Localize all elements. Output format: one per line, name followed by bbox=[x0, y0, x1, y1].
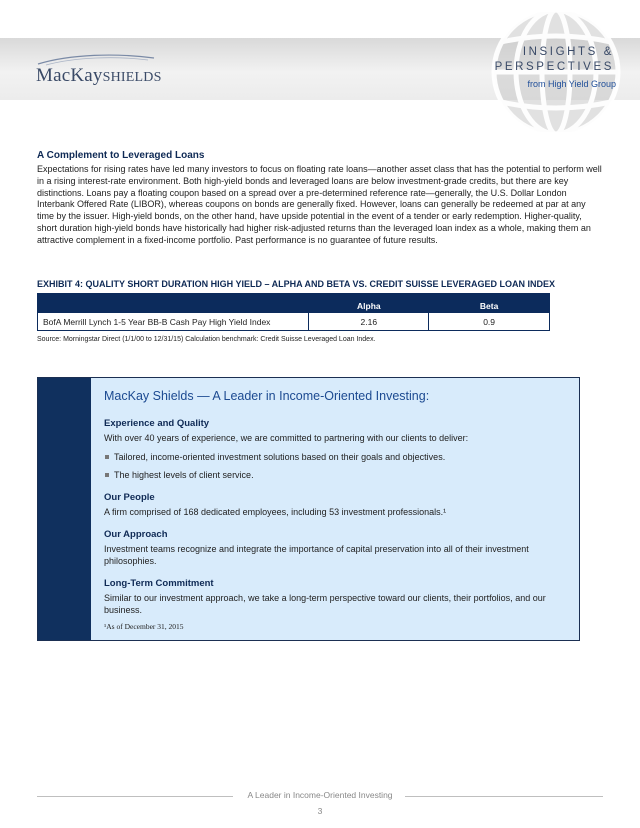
exhibit-source: Source: Morningstar Direct (1/1/00 to 12/31/15) Calculation benchmark: Credit Suisse Leveraged Loan Index. bbox=[37, 336, 376, 343]
callout-footnote: ¹As of December 31, 2015 bbox=[104, 622, 184, 631]
longterm-block bbox=[104, 578, 570, 616]
callout-content bbox=[104, 389, 570, 631]
people-heading: Our People bbox=[104, 492, 155, 503]
experience-block bbox=[104, 418, 570, 481]
section-title: A Complement to Leveraged Loans bbox=[37, 150, 205, 161]
footer-text: A Leader in Income-Oriented Investing bbox=[247, 790, 393, 800]
exhibit-title: EXHIBIT 4: QUALITY SHORT DURATION HIGH YIELD – ALPHA AND BETA VS. CREDIT SUISSE LEVERAGED LOAN INDEX bbox=[37, 279, 556, 289]
insights-line-2: PERSPECTIVES bbox=[494, 61, 614, 73]
column-header-beta: Beta bbox=[429, 294, 550, 313]
people-text: A firm comprised of 168 dedicated employees, including 53 investment professionals.¹ bbox=[104, 507, 447, 517]
page-number: 3 bbox=[317, 806, 323, 816]
experience-text: With over 40 years of experience, we are committed to partnering with our clients to deliver: bbox=[104, 433, 469, 443]
callout-box bbox=[37, 377, 580, 641]
table-header-row bbox=[38, 294, 550, 313]
approach-block bbox=[104, 529, 570, 567]
bullet-text: The highest levels of client service. bbox=[114, 470, 254, 480]
callout-title: MacKay Shields — A Leader in Income-Oriented Investing: bbox=[104, 389, 430, 403]
bullet-square-icon bbox=[105, 455, 109, 459]
callout-accent-bar bbox=[38, 378, 91, 640]
longterm-text: Similar to our investment approach, we take a long-term perspective toward our clients, their portfolios, and our business. bbox=[104, 593, 546, 615]
people-block bbox=[104, 492, 570, 518]
logo-text-main: MacKay bbox=[36, 65, 103, 86]
mackay-shields-logo bbox=[36, 52, 176, 88]
approach-heading: Our Approach bbox=[104, 529, 168, 540]
experience-heading: Experience and Quality bbox=[104, 418, 210, 429]
exhibit-table bbox=[37, 293, 550, 331]
bullet-text: Tailored, income-oriented investment solutions based on their goals and objectives. bbox=[114, 452, 446, 462]
column-header-index bbox=[38, 294, 309, 313]
article-section bbox=[37, 150, 603, 247]
longterm-heading: Long-Term Commitment bbox=[104, 578, 214, 589]
bullet-square-icon bbox=[105, 473, 109, 477]
column-header-alpha: Alpha bbox=[309, 294, 429, 313]
table-row bbox=[38, 313, 550, 331]
list-item bbox=[104, 469, 570, 481]
list-item bbox=[104, 451, 570, 463]
section-body: Expectations for rising rates have led many investors to focus on floating rate loans—another asset class that has the potential to perform well in a rising interest-rate environment. Both high-yield bonds and leveraged loans are below investment-grade credits, but there are key distinctions. Loans pay a floating coupon based on a spread over a pre-determined reference rate—generally, the U.S. Dollar London Interbank Offered Rate (LIBOR), whereas coupons on bonds are generally fixed. However, loans can generally be redeemed at par at any time by the issuer. High-yield bonds, on the other hand, have upside potential in the event of a tender or early redemption. Higher-quality, short duration high-yield bonds have historically had higher risk-adjusted returns than the leveraged loan index as a whole, making them an attractive complement in a fixed-income portfolio. Past performance is no guarantee of future results. bbox=[37, 164, 602, 245]
table-cell-index-name: BofA Merrill Lynch 1-5 Year BB-B Cash Pay High Yield Index bbox=[38, 313, 309, 331]
table-cell-alpha: 2.16 bbox=[309, 313, 429, 331]
insights-line-1: INSIGHTS & bbox=[522, 46, 614, 58]
logo-text-secondary: SHIELDS bbox=[102, 70, 162, 85]
logo-text bbox=[36, 65, 162, 87]
approach-text: Investment teams recognize and integrate the importance of capital preservation into all of their investment philosophies. bbox=[104, 544, 529, 566]
table-cell-beta: 0.9 bbox=[429, 313, 550, 331]
page-header bbox=[0, 0, 640, 140]
experience-bullets bbox=[104, 451, 570, 481]
insights-title bbox=[495, 45, 614, 75]
from-group-label: from High Yield Group bbox=[527, 79, 616, 89]
